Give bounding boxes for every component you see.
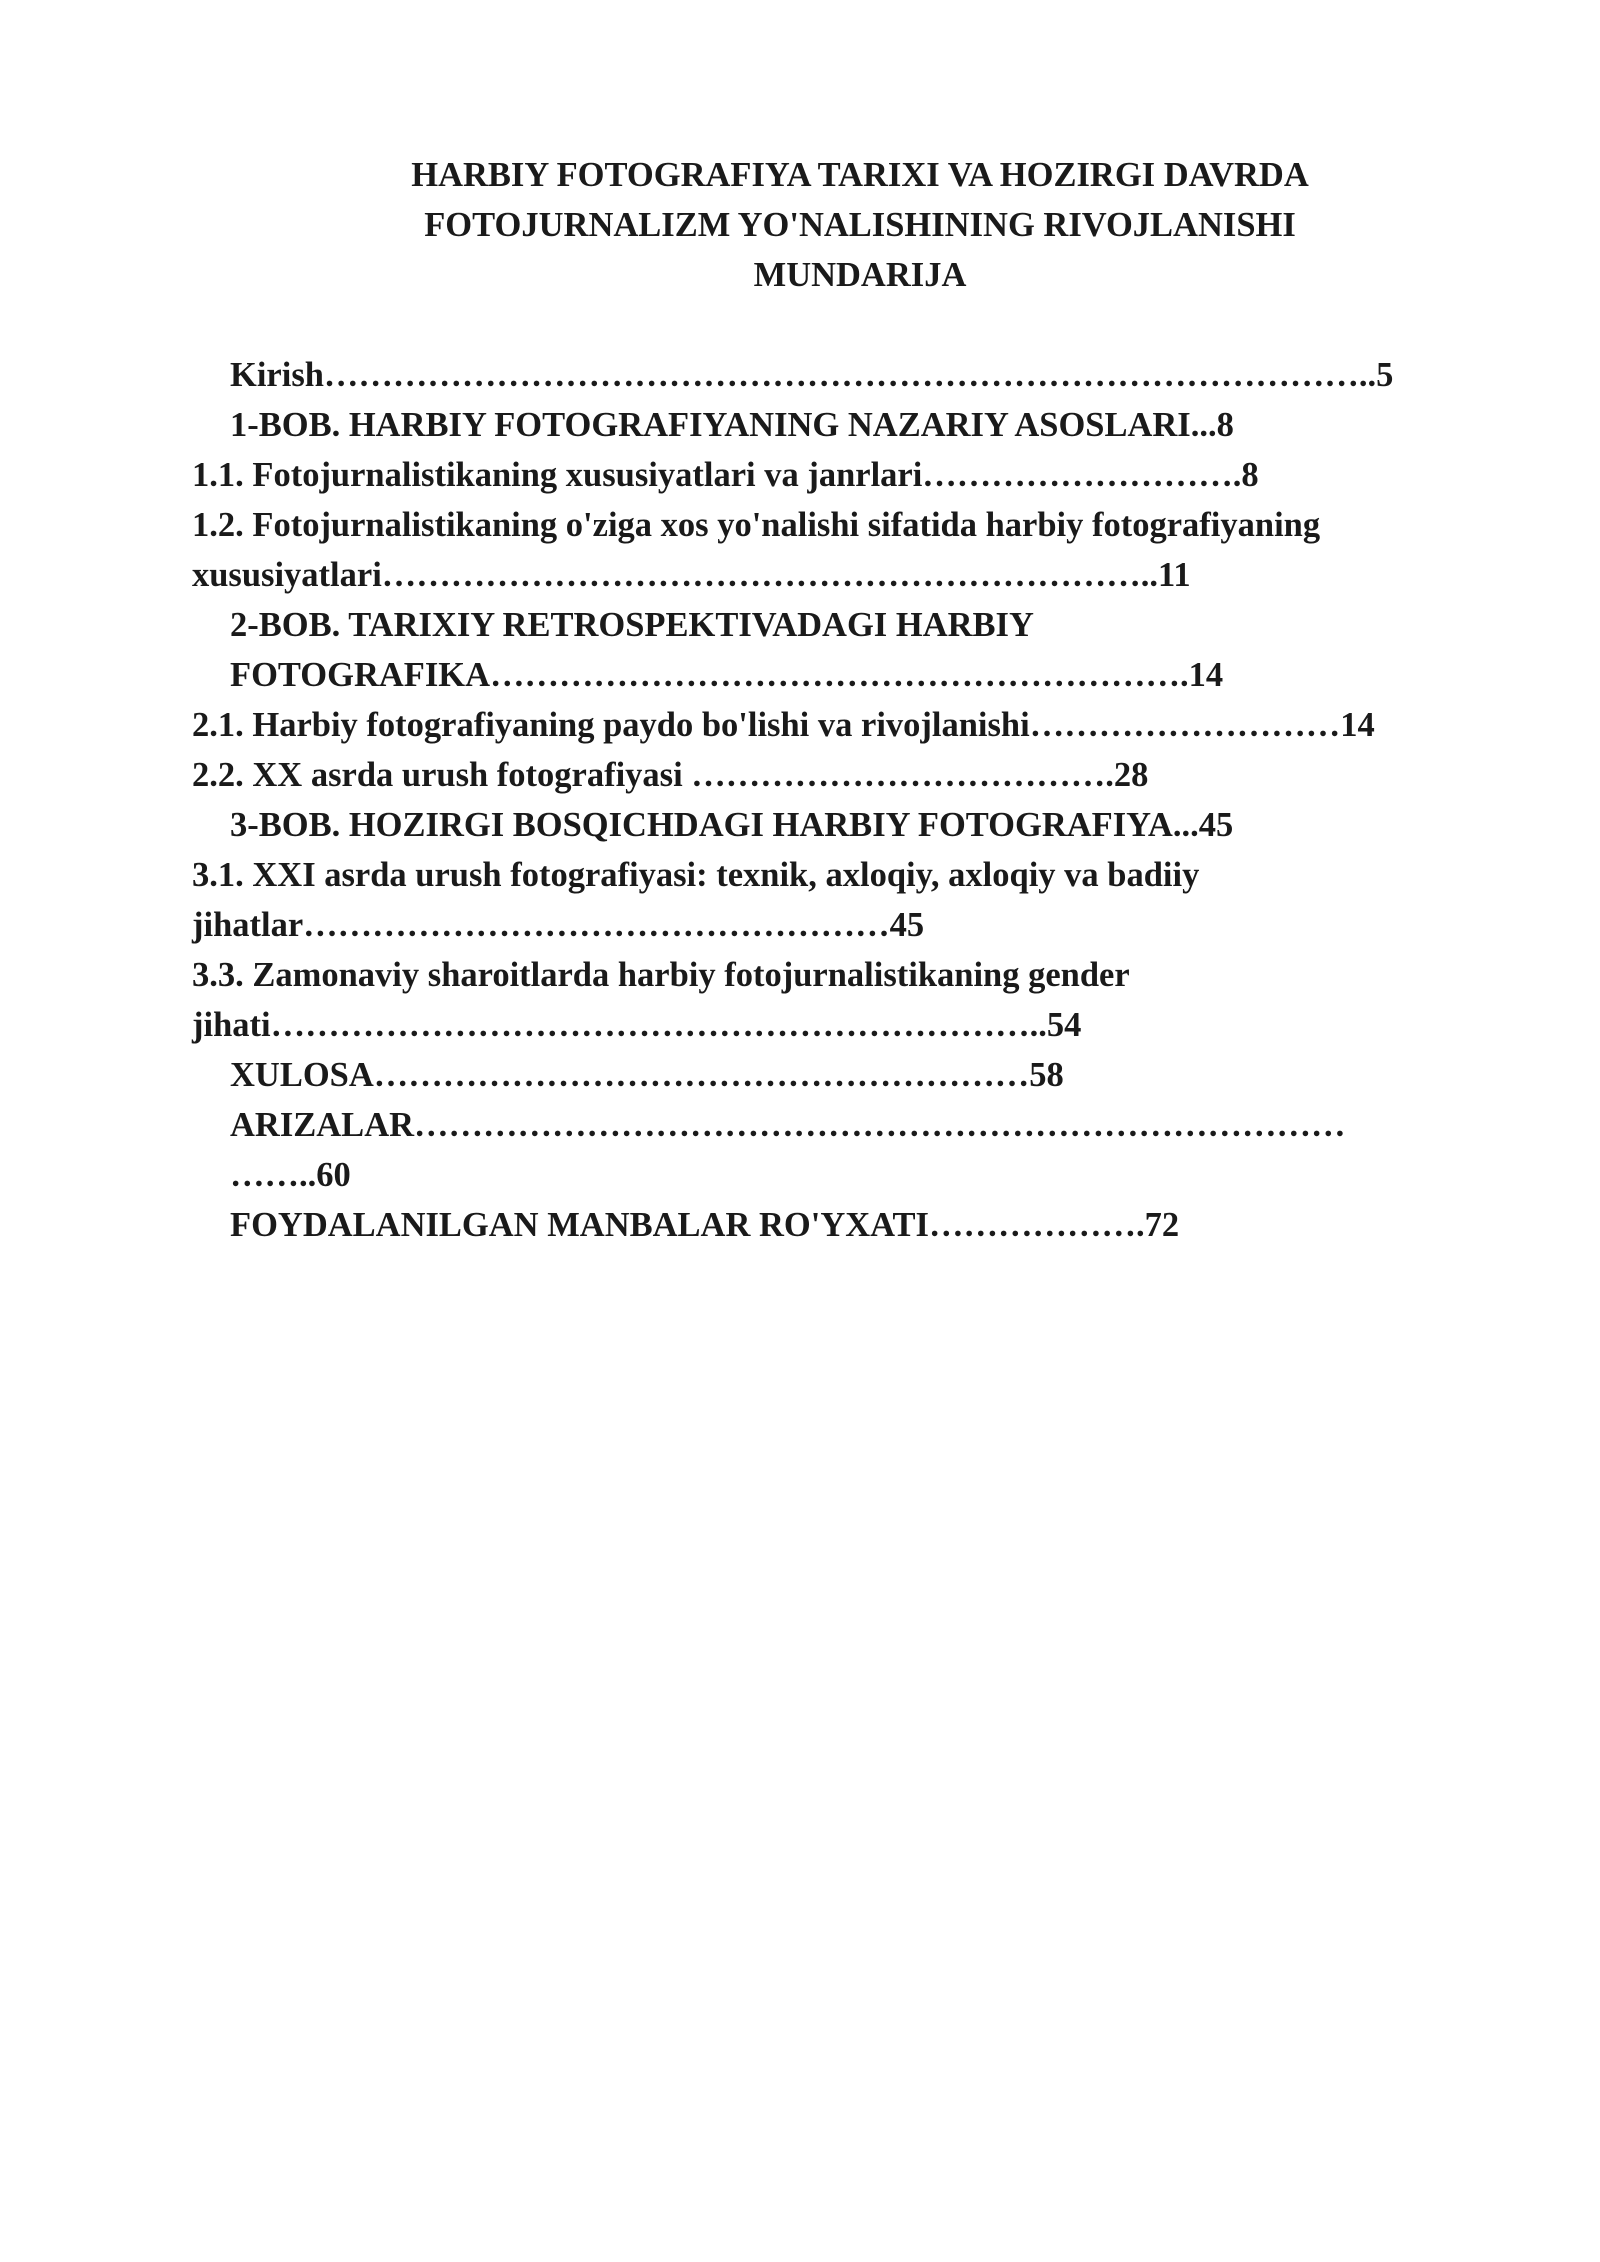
title-line-2: FOTOJURNALIZM YO'NALISHINING RIVOJLANISHI (424, 206, 1296, 244)
toc-entry-section-3-1-cont: jihatlar……………………………………………45 (192, 906, 925, 944)
table-of-contents (192, 350, 1532, 1250)
toc-entry-section-3-1: 3.1. XXI asrda urush fotografiyasi: texnik, axloqiy, axloqiy va badiiy (192, 856, 1200, 894)
toc-entry-section-3-3: 3.3. Zamonaviy sharoitlarda harbiy fotojurnalistikaning gender (192, 956, 1130, 994)
toc-entry-chapter-1: 1-BOB. HARBIY FOTOGRAFIYANING NAZARIY ASOSLARI...8 (230, 406, 1234, 444)
toc-entry-chapter-2: 2-BOB. TARIXIY RETROSPEKTIVADAGI HARBIY (230, 606, 1034, 644)
toc-entry-references: FOYDALANILGAN MANBALAR RO'YXATI……………….72 (230, 1206, 1180, 1244)
toc-entry-section-2-1: 2.1. Harbiy fotografiyaning paydo bo'lishi va rivojlanishi………………………14 (192, 706, 1375, 744)
toc-entry-section-1-1: 1.1. Fotojurnalistikaning xususiyatlari va janrlari……………………….8 (192, 456, 1259, 494)
toc-entry-appendices: ARIZALAR……………………………………………………………………… (230, 1106, 1346, 1144)
title-line-1: HARBIY FOTOGRAFIYA TARIXI VA HOZIRGI DAVRDA (411, 156, 1309, 194)
toc-entry-section-3-3-cont: jihati…………………………………………………………..54 (192, 1006, 1082, 1044)
document-title (190, 150, 1530, 300)
contents-heading: MUNDARIJA (753, 256, 967, 294)
toc-entry-conclusion: XULOSA…………………………………………………58 (230, 1056, 1064, 1094)
toc-entry-introduction: Kirish………………………………………………………………………………..5 (230, 356, 1394, 394)
toc-entry-section-1-2: 1.2. Fotojurnalistikaning o'ziga xos yo'nalishi sifatida harbiy fotografiyaning (192, 506, 1321, 544)
toc-entry-section-1-2-cont: xususiyatlari…………………………………………………………..11 (192, 556, 1191, 594)
toc-entry-chapter-2-cont: FOTOGRAFIKA…………………………………………………….14 (230, 656, 1224, 694)
toc-entry-section-2-2: 2.2. XX asrda urush fotografiyasi ……………………………….28 (192, 756, 1149, 794)
toc-entry-chapter-3: 3-BOB. HOZIRGI BOSQICHDAGI HARBIY FOTOGRAFIYA...45 (230, 806, 1234, 844)
toc-entry-appendices-cont: ……..60 (230, 1156, 351, 1194)
